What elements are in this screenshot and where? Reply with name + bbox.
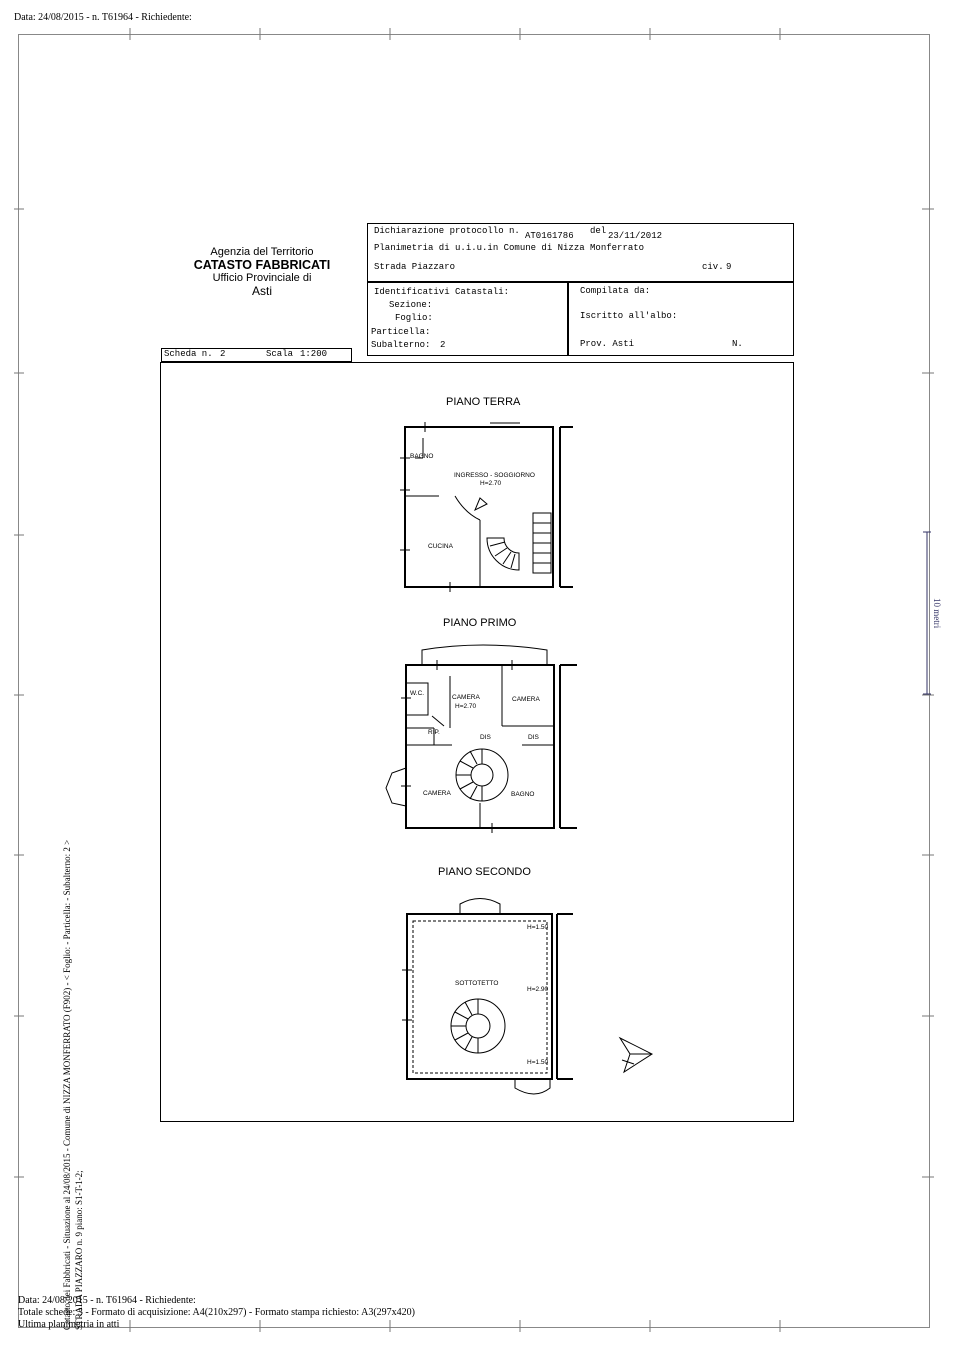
agency-name: Agenzia del Territorio [210, 246, 314, 258]
floor-title-primo: PIANO PRIMO [443, 617, 517, 629]
prov-label: Prov. Asti [580, 339, 635, 349]
civ-number: 9 [726, 262, 732, 272]
side-text-situazione: Catasto dei Fabbricati - Situazione al 24/08/2015 - Comune di NIZZA MONFERRATO (F902) - < Foglio: - Particella: - Subalterno: 2 > [62, 839, 72, 1330]
room-terra-cucina: CUCINA [428, 543, 453, 550]
room-primo-height: H=2.70 [455, 703, 477, 710]
room-terra-height: H=2.70 [480, 480, 502, 487]
street: Strada Piazzaro [374, 262, 456, 272]
scala-value: 1:200 [300, 349, 328, 359]
scheda-number: 2 [220, 349, 226, 359]
identifiers-title: Identificativi Catastali: [374, 287, 510, 297]
footer-line-2: Totale schede: 3 - Formato di acquisizione: A4(210x297) - Formato stampa richiesto: A3(297x420) [18, 1307, 415, 1318]
room-primo-dis-2: DIS [528, 734, 539, 741]
catasto-title: CATASTO FABBRICATI [193, 258, 331, 272]
foglio-label: Foglio: [395, 313, 433, 323]
room-primo-wc: W.C. [410, 690, 425, 697]
room-secondo-height: H=2.90 [527, 986, 549, 993]
subalterno-value: 2 [440, 340, 446, 350]
sezione-label: Sezione: [389, 300, 433, 310]
top-header: Data: 24/08/2015 - n. T61964 - Richiedente: [14, 12, 192, 23]
footer-line-1: Data: 24/08/2015 - n. T61964 - Richiedente: [18, 1295, 196, 1306]
room-terra-soggiorno: INGRESSO - SOGGIORNO [454, 472, 535, 479]
scale-bar-label: 10 metri [932, 598, 942, 629]
room-primo-dis-1: DIS [480, 734, 491, 741]
civ-label: civ. [702, 262, 724, 272]
room-secondo-h-bottom: H=1.50 [527, 1059, 549, 1066]
plan-piano-terra [395, 418, 585, 593]
date-label: del [590, 226, 607, 236]
province-name: Asti [251, 284, 272, 298]
side-text-address: STRADA PIAZZARO n. 9 piano: S1-T-1-2; [74, 1170, 84, 1330]
declaration-date: 23/11/2012 [608, 231, 663, 241]
room-primo-camera-1: CAMERA [452, 694, 480, 701]
room-primo-rip: RIP. [428, 729, 440, 736]
protocol-label: Dichiarazione protocollo n. [374, 226, 520, 236]
subalterno-label: Subalterno: [371, 340, 431, 350]
room-terra-bagno: BAGNO [410, 453, 434, 460]
ufficio-label: Ufficio Provinciale di [212, 272, 312, 284]
iscritto-label: Iscritto all'albo: [580, 311, 678, 321]
room-secondo-sottotetto: SOTTOTETTO [455, 980, 499, 987]
scheda-label: Scheda n. [164, 349, 213, 359]
protocol-number: AT0161786 [525, 231, 574, 241]
room-primo-camera-3: CAMERA [423, 790, 451, 797]
agency-block [176, 246, 348, 298]
room-secondo-h-top: H=1.50 [527, 924, 549, 931]
floor-title-terra: PIANO TERRA [446, 396, 521, 408]
room-primo-bagno: BAGNO [511, 791, 535, 798]
plan-line: Planimetria di u.i.u.in Comune di Nizza Monferrato [374, 243, 645, 253]
particella-label: Particella: [371, 327, 431, 337]
footer-line-3: Ultima planimetria in atti [18, 1319, 120, 1330]
plan-piano-secondo [395, 888, 585, 1100]
floor-title-secondo: PIANO SECONDO [438, 866, 531, 878]
compilata-label: Compilata da: [580, 286, 651, 296]
north-arrow-icon [612, 1032, 658, 1078]
n-label: N. [732, 339, 743, 349]
room-primo-camera-2: CAMERA [512, 696, 540, 703]
scala-label: Scala [266, 349, 294, 359]
